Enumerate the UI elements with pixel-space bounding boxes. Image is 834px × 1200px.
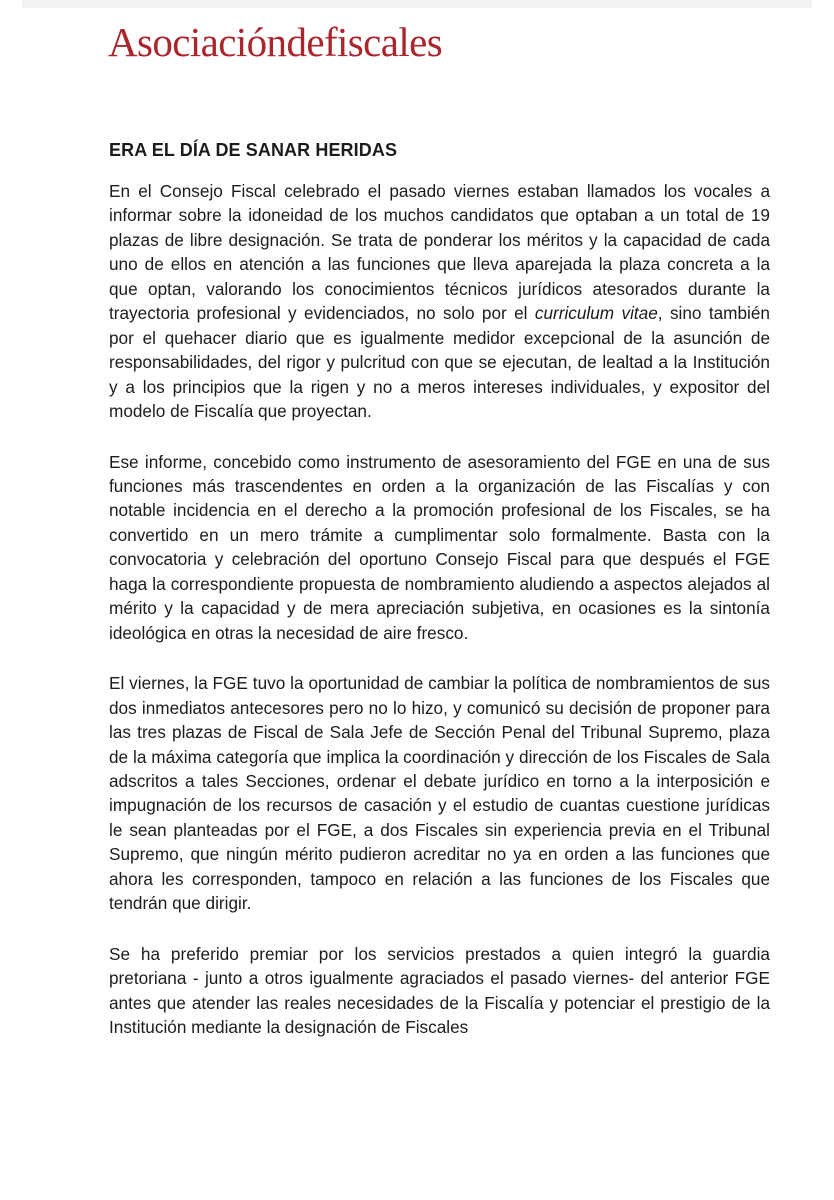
association-logo xyxy=(108,19,443,65)
paragraph-2: Ese informe, concebido como instrumento de asesoramiento del FGE en una de sus funciones más trascendentes en orden a la organización de las Fiscalías y con notable incidencia en el derecho a la promoción profesional de los Fiscales, se ha convertido en un mero trámite a cumplimentar solo formalmente. Basta con la convocatoria y celebración del oportuno Consejo Fiscal para que después el FGE haga la correspondiente propuesta de nombramiento aludiendo a aspectos alejados al mérito y la capacidad y de mera apreciación subjetiva, en ocasiones es la sintonía ideológica en otras la necesidad de aire fresco. xyxy=(109,451,770,643)
logo-text-defiscales: defiscales xyxy=(286,19,443,65)
article-body xyxy=(109,138,770,1066)
paragraph-1 xyxy=(109,179,770,424)
paragraph-4: Se ha preferido premiar por los servicios prestados a quien integró la guardia pretoriana - junto a otros igualmente agraciados el pasado viernes- del anterior FGE antes que atender las reales necesidades de la Fiscalía y potenciar el prestigio de la Institución mediante la designación de Fiscales xyxy=(109,943,770,1038)
paragraph-1-italic: curriculum vitae xyxy=(534,303,658,324)
paragraph-1-text-b: , sino también por el quehacer diario que es igualmente medidor excepcional de la asunción de responsabilidades, del rigor y pulcritud con que se ejecutan, de lealtad a la Institución y a los principios que la rigen y no a meros intereses individuales, y expositor del modelo de Fiscalía que proyectan. xyxy=(109,303,770,422)
logo-text-asociacion: Asociación xyxy=(108,19,287,65)
top-edge-bar xyxy=(22,0,812,8)
article-title: ERA EL DÍA DE SANAR HERIDAS xyxy=(109,140,398,160)
paragraph-3: El viernes, la FGE tuvo la oportunidad de cambiar la política de nombramientos de sus dos inmediatos antecesores pero no lo hizo, y comunicó su decisión de proponer para las tres plazas de Fiscal de Sala Jefe de Sección Penal del Tribunal Supremo, plaza de la máxima categoría que implica la coordinación y dirección de los Fiscales de Sala adscritos a tales Secciones, ordenar el debate jurídico en torno a la interposición e impugnación de los recursos de casación y el estudio de cuantas cuestione jurídicas le sean planteadas por el FGE, a dos Fiscales sin experiencia previa en el Tribunal Supremo, que ningún mérito pudieron acreditar no ya en orden a las funciones que ahora les corresponden, tampoco en relación a las funciones de los Fiscales que tendrán que dirigir. xyxy=(109,673,770,914)
paragraph-1-text-a: En el Consejo Fiscal celebrado el pasado viernes estaban llamados los vocales a informar sobre la idoneidad de los muchos candidatos que optaban a un total de 19 plazas de libre designación. Se trata de ponderar los méritos y la capacidad de cada uno de ellos en atención a las funciones que lleva aparejada la plaza concreta a la que optan, valorando los conocimientos técnicos jurídicos atesorados durante la trayectoria profesional y evidenciados, no solo por el xyxy=(109,181,770,324)
